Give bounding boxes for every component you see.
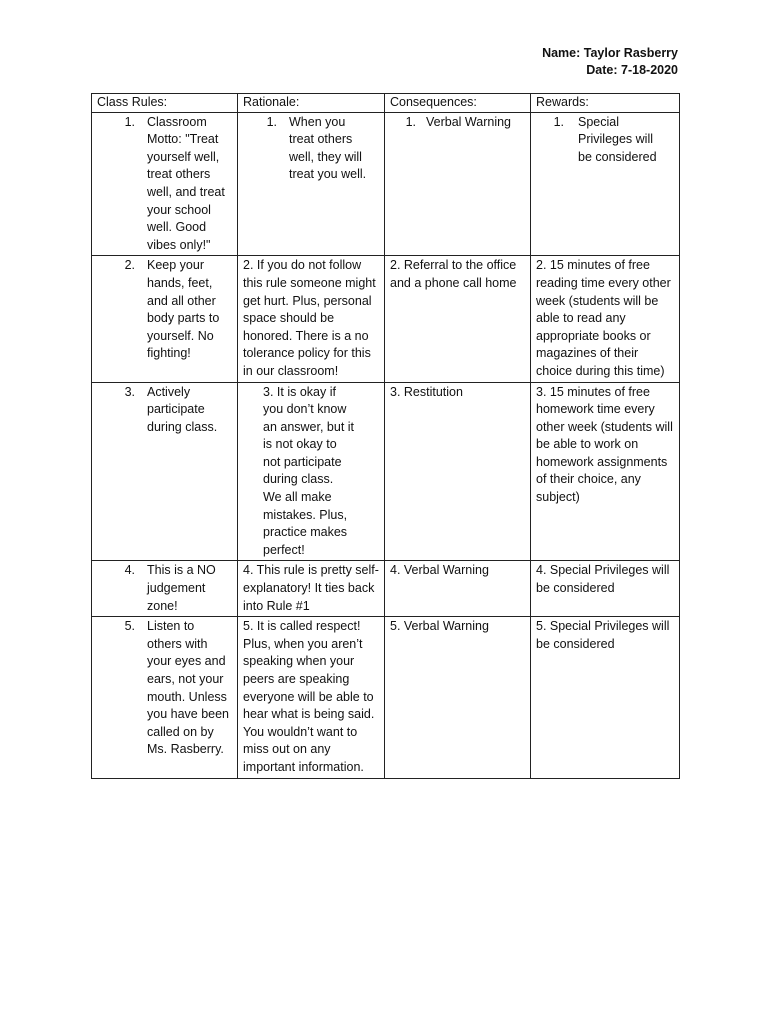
class-rules-table [91, 93, 680, 779]
rule-text: This is a NO judgement zone! [147, 563, 216, 613]
student-name: Name: Taylor Rasberry [542, 46, 678, 60]
table-row [92, 112, 680, 256]
rule-cell [92, 112, 238, 256]
header-rewards: Rewards: [531, 94, 680, 113]
rationale-number: 1. [266, 114, 277, 129]
rationale-text: 3. It is okay if you don’t know an answer, but it is not okay to not participate during class. We all make mistakes. Plus, practice makes perfect! [263, 384, 355, 557]
table-row [92, 561, 680, 617]
table-row [92, 382, 680, 561]
rule-number: 5. [124, 619, 135, 634]
rule-text: Keep your hands, feet, and all other body parts to yourself. No fighting! [147, 258, 220, 361]
consequence-cell: 3. Restitution [385, 382, 531, 561]
consequence-cell: 5. Verbal Warning [385, 617, 531, 778]
rationale-cell: 5. It is called respect! Plus, when you aren’t speaking when your peers are speaking everyone will be able to hear what is being said. You wouldn’t want to miss out on any important information. [238, 617, 385, 778]
reward-cell: 4. Special Privileges will be considered [531, 561, 680, 617]
rule-cell [92, 561, 238, 617]
rationale-text: When you treat others well, they will treat you well. [289, 114, 367, 182]
rule-number: 2. [124, 258, 135, 273]
rule-text: Classroom Motto: "Treat yourself well, treat others well, and treat your school well. Good vibes only!" [147, 114, 225, 252]
rule-number: 4. [124, 563, 135, 578]
header-class-rules: Class Rules: [92, 94, 238, 113]
rationale-cell [238, 382, 385, 561]
table-header-row [92, 94, 680, 113]
reward-cell: 2. 15 minutes of free reading time every other week (students will be able to read any appropriate books or magazines of their choice during this time) [531, 256, 680, 382]
rule-cell [92, 382, 238, 561]
consequence-cell: 2. Referral to the office and a phone call home [385, 256, 531, 382]
reward-cell [531, 112, 680, 256]
rule-number: 1. [124, 114, 135, 129]
consequence-cell: 4. Verbal Warning [385, 561, 531, 617]
rationale-cell: 4. This rule is pretty self-explanatory! It ties back into Rule #1 [238, 561, 385, 617]
rule-text: Listen to others with your eyes and ears, not your mouth. Unless you have been called on by Ms. Rasberry. [147, 619, 230, 757]
consequence-text: Verbal Warning [426, 114, 511, 129]
consequence-cell [385, 112, 531, 256]
reward-cell: 3. 15 minutes of free homework time every other week (students will be able to work on homework assignments of their choice, any subject) [531, 382, 680, 561]
header-consequences: Consequences: [385, 94, 531, 113]
reward-text: Special Privileges will be considered [578, 114, 657, 164]
consequence-number: 1. [405, 114, 416, 129]
rule-cell [92, 617, 238, 778]
document-header [542, 45, 678, 79]
rationale-cell: 2. If you do not follow this rule someone might get hurt. Plus, personal space should be honored. There is a no tolerance policy for this in our classroom! [238, 256, 385, 382]
header-rationale: Rationale: [238, 94, 385, 113]
reward-number: 1. [553, 114, 564, 129]
table-row [92, 256, 680, 382]
rationale-cell [238, 112, 385, 256]
rule-text: Actively participate during class. [147, 384, 218, 434]
document-date: Date: 7-18-2020 [586, 63, 678, 77]
rule-cell [92, 256, 238, 382]
reward-cell: 5. Special Privileges will be considered [531, 617, 680, 778]
table-row [92, 617, 680, 778]
rule-number: 3. [124, 384, 135, 399]
